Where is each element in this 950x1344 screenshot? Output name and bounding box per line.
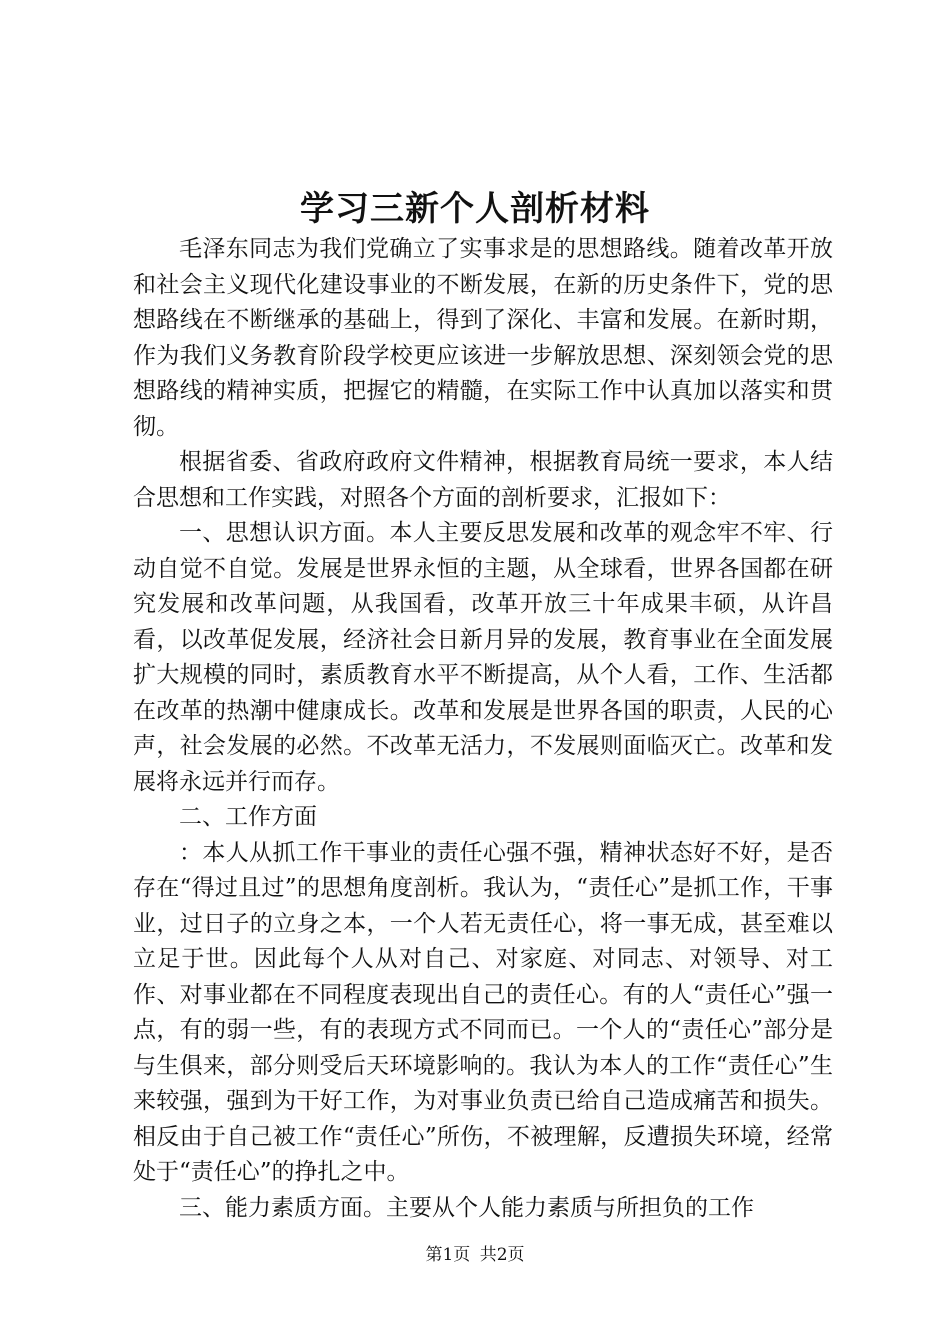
- document-title: 学习三新个人剖析材料: [300, 189, 650, 229]
- document-body: [133, 232, 833, 1226]
- paragraph-section-3: 三、能力素质方面。主要从个人能力素质与所担负的工作: [179, 1194, 754, 1221]
- paragraph-intro: 毛泽东同志为我们党确立了实事求是的思想路线。随着改革开放和社会主义现代化建设事业的不断发展，在新的历史条件下，党的思想路线在不断继承的基础上，得到了深化、丰富和发展。在新时期，作为我们义务教育阶段学校更应该进一步解放思想、深刻领会党的思想路线的精神实质，把握它的精髓，在实际工作中认真加以落实和贯彻。: [133, 236, 833, 440]
- page-number: 第1页: [425, 1245, 471, 1265]
- page-footer: [0, 1243, 950, 1267]
- page-total: 共2页: [479, 1245, 525, 1265]
- paragraph-section-1: 一、思想认识方面。本人主要反思发展和改革的观念牢不牢、行动自觉不自觉。发展是世界永恒的主题，从全球看，世界各国都在研究发展和改革问题，从我国看，改革开放三十年成果丰硕，从许昌看，以改革促发展，经济社会日新月异的发展，教育事业在全面发展扩大规模的同时，素质教育水平不断提高，从个人看，工作、生活都在改革的热潮中健康成长。改革和发展是世界各国的职责，人民的心声，社会发展的必然。不改革无活力，不发展则面临灭亡。改革和发展将永远并行而存。: [133, 520, 833, 795]
- paragraph-basis: 根据省委、省政府政府文件精神，根据教育局统一要求，本人结合思想和工作实践，对照各个方面的剖析要求，汇报如下：: [133, 449, 833, 511]
- section-heading-work: 二、工作方面: [179, 804, 317, 830]
- paragraph-section-2: ：本人从抓工作干事业的责任心强不强，精神状态好不好，是否存在“得过且过”的思想角度剖析。我认为，“责任心”是抓工作，干事业，过日子的立身之本，一个人若无责任心，将一事无成，甚至难以立足于世。因此每个人从对自己、对家庭、对同志、对领导、对工作、对事业都在不同程度表现出自己的责任心。有的人“责任心”强一点，有的弱一些，有的表现方式不同而已。一个人的“责任心”部分是与生俱来，部分则受后天环境影响的。我认为本人的工作“责任心”生来较强，强到为干好工作，为对事业负责已给自己造成痛苦和损失。相反由于自己被工作“责任心”所伤，不被理解，反遭损失环境，经常处于“责任心”的挣扎之中。: [133, 839, 833, 1185]
